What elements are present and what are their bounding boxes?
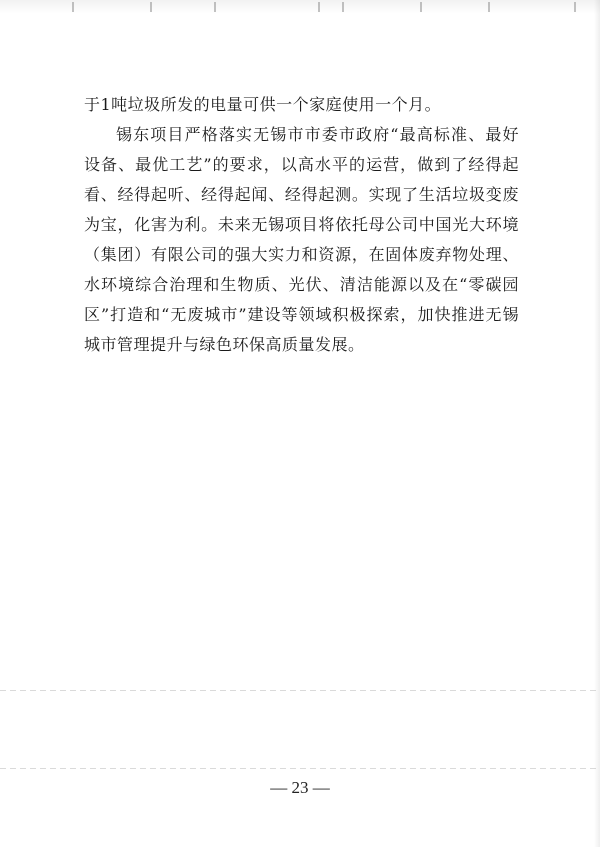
scan-mark xyxy=(420,2,422,12)
scan-mark xyxy=(574,2,576,12)
scan-right-edge xyxy=(594,0,600,847)
paragraph-continuation: 于1吨垃圾所发的电量可供一个家庭使用一个月。 xyxy=(84,95,442,114)
paragraph-xidong-project: 锡东项目严格落实无锡市市委市政府“最高标准、最好设备、最优工艺”的要求，以高水平的运营，做到了经得起看、经得起听、经得起闻、经得起测。实现了生活垃圾变废为宝，化害为利。未来无锡项目将依托母公司中国光大环境（集团）有限公司的强大实力和资源，在固体废弃物处理、水环境综合治理和生物质、光伏、清洁能源以及在“零碳园区”打造和“无废城市”建设等领域积极探索，加快推进无锡城市管理提升与绿色环保高质量发展。 xyxy=(84,125,519,354)
scan-top-edge xyxy=(0,0,600,14)
scan-mark xyxy=(72,2,74,12)
scan-mark xyxy=(342,2,344,12)
scan-mark xyxy=(488,2,490,12)
scan-mark xyxy=(318,2,320,12)
scan-mark xyxy=(150,2,152,12)
document-body xyxy=(84,90,519,360)
scan-artifact-line xyxy=(0,690,600,691)
page-number: — 23 — xyxy=(270,778,330,797)
scan-artifact-line xyxy=(0,768,600,769)
scan-mark xyxy=(214,2,216,12)
